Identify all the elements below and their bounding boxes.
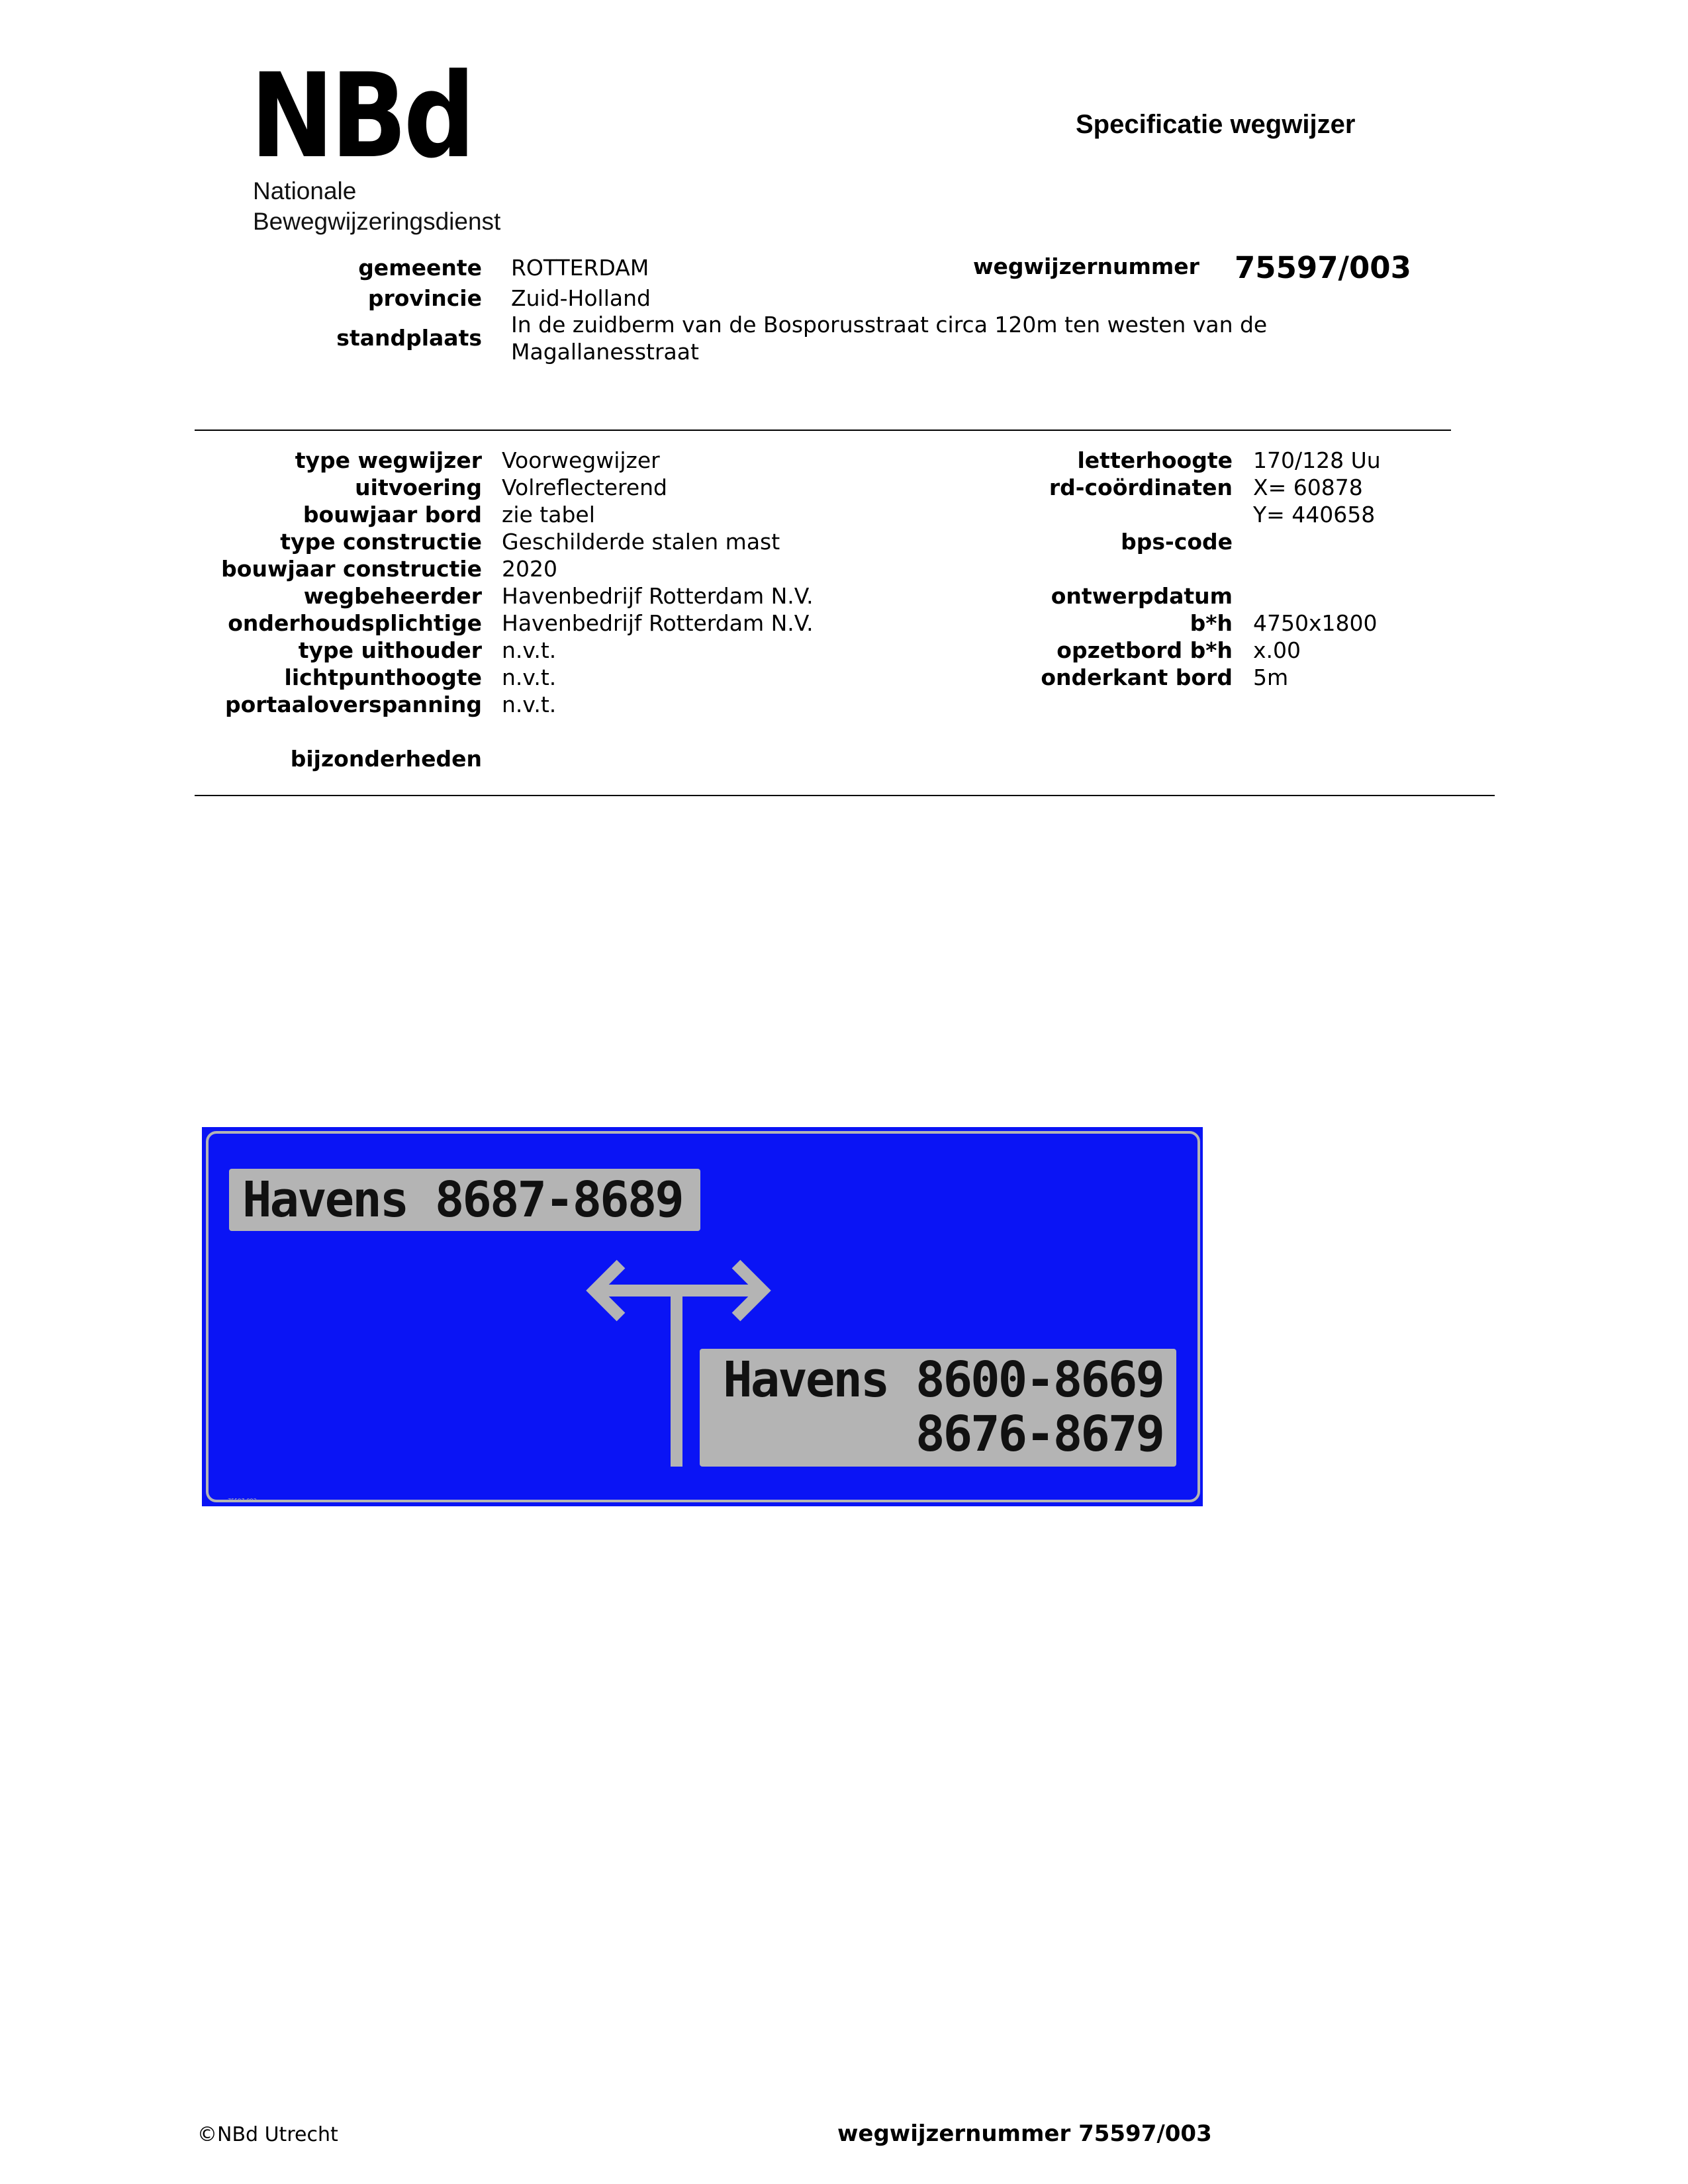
wegwijzernummer-label: wegwijzernummer — [973, 253, 1199, 279]
sign-code-small: 75597-003 — [228, 1498, 257, 1504]
spec-value: 2020 — [502, 556, 557, 582]
wegwijzernummer-value: 75597/003 — [1235, 250, 1411, 285]
spec-value: Y= 440658 — [1253, 502, 1376, 527]
standplaats-line-1: In de zuidberm van de Bosporusstraat circa 120m ten westen van de — [511, 312, 1268, 338]
logo-line-1: Nationale — [253, 177, 357, 205]
destination-plate-top — [229, 1169, 700, 1231]
spec-values-right — [1253, 447, 1381, 691]
spec-labels-left — [195, 447, 482, 718]
spec-label: rd-coördinaten — [1049, 475, 1233, 500]
destination-text-bottom-line-2: 8676-8679 — [915, 1406, 1163, 1463]
bijzonderheden-label: bijzonderheden — [290, 746, 482, 772]
spec-value: zie tabel — [502, 502, 595, 527]
spec-label — [940, 555, 1233, 582]
spec-label: type uithouder — [298, 637, 482, 663]
footer-wegwijzernummer: wegwijzernummer 75597/003 — [837, 2120, 1212, 2147]
spec-values-left — [502, 447, 814, 718]
spec-label — [940, 501, 1233, 528]
standplaats-label: standplaats — [336, 325, 482, 351]
standplaats-line-2: Magallanesstraat — [511, 339, 699, 365]
spec-label: bps-code — [1121, 529, 1233, 555]
spec-value: 5m — [1253, 664, 1289, 690]
spec-value: Voorwegwijzer — [502, 447, 660, 473]
document-title: Specificatie wegwijzer — [1076, 110, 1356, 139]
nbd-logo: NBd — [250, 48, 472, 184]
spec-labels-right — [940, 447, 1233, 691]
spec-value: X= 60878 — [1253, 475, 1363, 500]
spec-value: Geschilderde stalen mast — [502, 529, 780, 555]
spec-label: type wegwijzer — [295, 447, 482, 473]
spec-label: type constructie — [280, 529, 482, 555]
logo-line-2: Bewegwijzeringsdienst — [253, 208, 501, 235]
spec-label: wegbeheerder — [303, 583, 482, 609]
spec-value: n.v.t. — [502, 692, 557, 717]
gemeente-label: gemeente — [358, 255, 482, 281]
spec-label: bouwjaar constructie — [221, 556, 482, 582]
spec-value: n.v.t. — [502, 664, 557, 690]
spec-value — [1253, 528, 1381, 555]
spec-value — [1253, 582, 1381, 610]
spec-value: Havenbedrijf Rotterdam N.V. — [502, 583, 814, 609]
divider-bottom — [195, 795, 1495, 796]
spec-label: portaaloverspanning — [225, 692, 482, 717]
spec-value: Havenbedrijf Rotterdam N.V. — [502, 610, 814, 636]
spec-label: onderhoudsplichtige — [228, 610, 482, 636]
spec-label: opzetbord b*h — [1056, 637, 1233, 663]
spec-label: b*h — [1190, 610, 1233, 636]
divider-top — [195, 430, 1451, 431]
destination-text-top: Havens 8687-8689 — [242, 1171, 682, 1228]
destination-text-bottom-line-1: Havens 8600-8669 — [723, 1351, 1163, 1408]
spec-value — [1253, 555, 1381, 582]
spec-label: lichtpunthoogte — [284, 664, 482, 690]
spec-label: ontwerpdatum — [1051, 583, 1233, 609]
provincie-label: provincie — [367, 285, 482, 311]
spec-label: uitvoering — [355, 475, 482, 500]
spec-value: Volreflecterend — [502, 475, 667, 500]
spec-value: n.v.t. — [502, 637, 557, 663]
gemeente-value: ROTTERDAM — [511, 255, 649, 281]
spec-value: 170/128 Uu — [1253, 447, 1381, 473]
spec-label: onderkant bord — [1041, 664, 1233, 690]
spec-value: 4750x1800 — [1253, 610, 1378, 636]
spec-value: x.00 — [1253, 637, 1301, 663]
spec-label: bouwjaar bord — [303, 502, 482, 527]
footer-copyright: ©NBd Utrecht — [197, 2123, 338, 2146]
destination-plate-bottom — [700, 1349, 1176, 1467]
provincie-value: Zuid-Holland — [511, 285, 651, 311]
spec-label: letterhoogte — [1077, 447, 1233, 473]
logo-subtitle — [253, 176, 500, 237]
